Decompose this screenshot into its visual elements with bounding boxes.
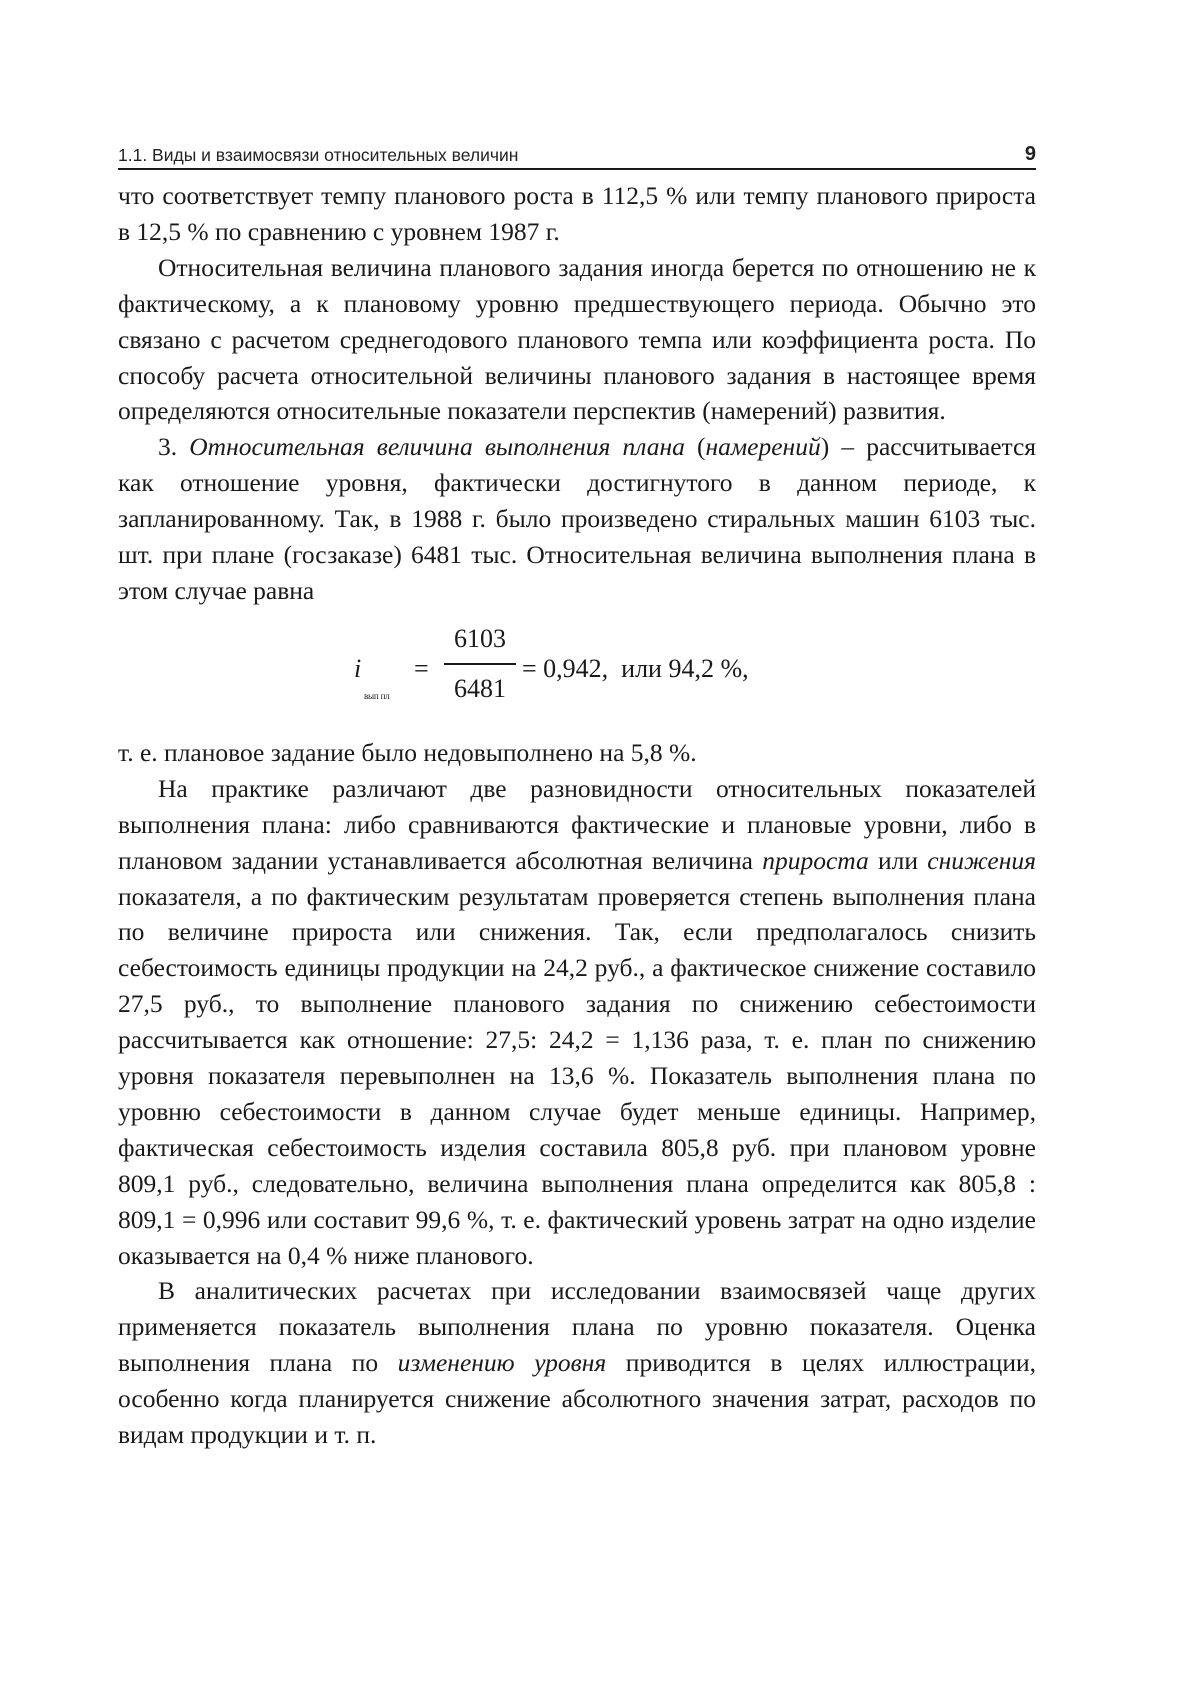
- term-decrease: снижения: [927, 845, 1036, 875]
- section-title: 1.1. Виды и взаимосвязи относительных величин: [118, 145, 519, 165]
- paragraph-5: [118, 771, 1036, 1274]
- paragraph-4: т. е. плановое задание было недовыполнено на 5,8 %.: [118, 737, 697, 767]
- paragraph-2: Относительная величина планового задания иногда берется по отношению не к фактическому, а к плановому уровню предшествующего периода. Обычно это связано с расчетом среднегодового планового темпа или коэффициента роста. По способу расчета относительной величины планового задания в настоящее время определяются относительные показатели перспектив (намерений) развития.: [118, 252, 1036, 426]
- formula-result: = 0,942, или 94,2 %,: [522, 653, 749, 683]
- text-fragment: приводится в целях иллюстрации, особенно когда планируется снижение абсолютного значения затрат, расходов по видам продукции и т. п.: [118, 1348, 1036, 1450]
- term-intentions: намерений: [705, 432, 821, 462]
- formula-numerator: 6103: [454, 623, 506, 653]
- term-growth: прироста: [762, 845, 869, 875]
- item-number: 3.: [158, 432, 190, 462]
- text-fragment: На практике различают две разновидности относительных показателей выполнения плана: либо сравниваются фактические и плановые уровни, либо в плановом задании устанавливается абсолютная величина: [118, 773, 1036, 875]
- formula-subscript: вып пл: [364, 690, 390, 701]
- running-header: [118, 138, 1036, 170]
- text-fragment: ) – рассчитывается как отношение уровня, фактически достигнутого в данном периоде, к запланированному. Так, в 1988 г. было произведено стиральных машин 6103 тыс. шт. при плане (госзаказе) 6481 тыс. Относительная величина выполнения плана в этом случае равна: [118, 432, 1037, 605]
- text-fragment: показателя, а по фактическим результатам проверяется степень выполнения плана по величине прироста или снижения. Так, если предполагалось снизить себестоимость единицы продукции на 24,2 руб., а фактическое снижение составило 27,5 руб., то выполнение планового задания по снижению себестоимости рассчитывается как отношение: 27,5: 24,2 = 1,136 раза, т. е. план по снижению уровня показателя перевыполнен на 13,6 %. Показатель выполнения плана по уровню себестоимости в данном случае будет меньше единицы. Например, фактическая себестоимость изделия составила 805,8 руб. при плановом уровне 809,1 руб., следовательно, величина выполнения плана определится как 805,8 : 809,1 = 0,996 или составит 99,6 %, т. е. фактический уровень затрат на одно изделие оказывается на 0,4 % ниже планового.: [118, 881, 1036, 1270]
- formula-fraction: [444, 621, 516, 707]
- paragraph-1: что соответствует темпу планового роста в 112,5 % или темпу планового прироста в 12,5 % по сравнению с уровнем 1987 г.: [118, 181, 1036, 246]
- text-fragment: (: [684, 432, 706, 462]
- paragraph-3: [118, 429, 1036, 609]
- formula-equals: =: [414, 653, 429, 683]
- fraction-bar: [444, 663, 516, 665]
- term-level-change: изменению уровня: [397, 1348, 607, 1378]
- text-fragment: В аналитических расчетах при исследовании взаимосвязей чаще других применяется показатель выполнения плана по уровню показателя. Оценка выполнения плана по: [118, 1276, 1036, 1378]
- book-page: [118, 138, 1036, 1453]
- formula-symbol: i: [354, 653, 362, 683]
- term-plan-fulfillment: Относительная величина выполнения плана: [189, 432, 685, 462]
- text-fragment: или: [868, 845, 928, 875]
- paragraph-6: [118, 1273, 1036, 1453]
- body-text: [118, 178, 1036, 1453]
- formula-denominator: 6481: [454, 673, 506, 703]
- page-number: 9: [1024, 143, 1036, 165]
- formula: [118, 621, 1036, 729]
